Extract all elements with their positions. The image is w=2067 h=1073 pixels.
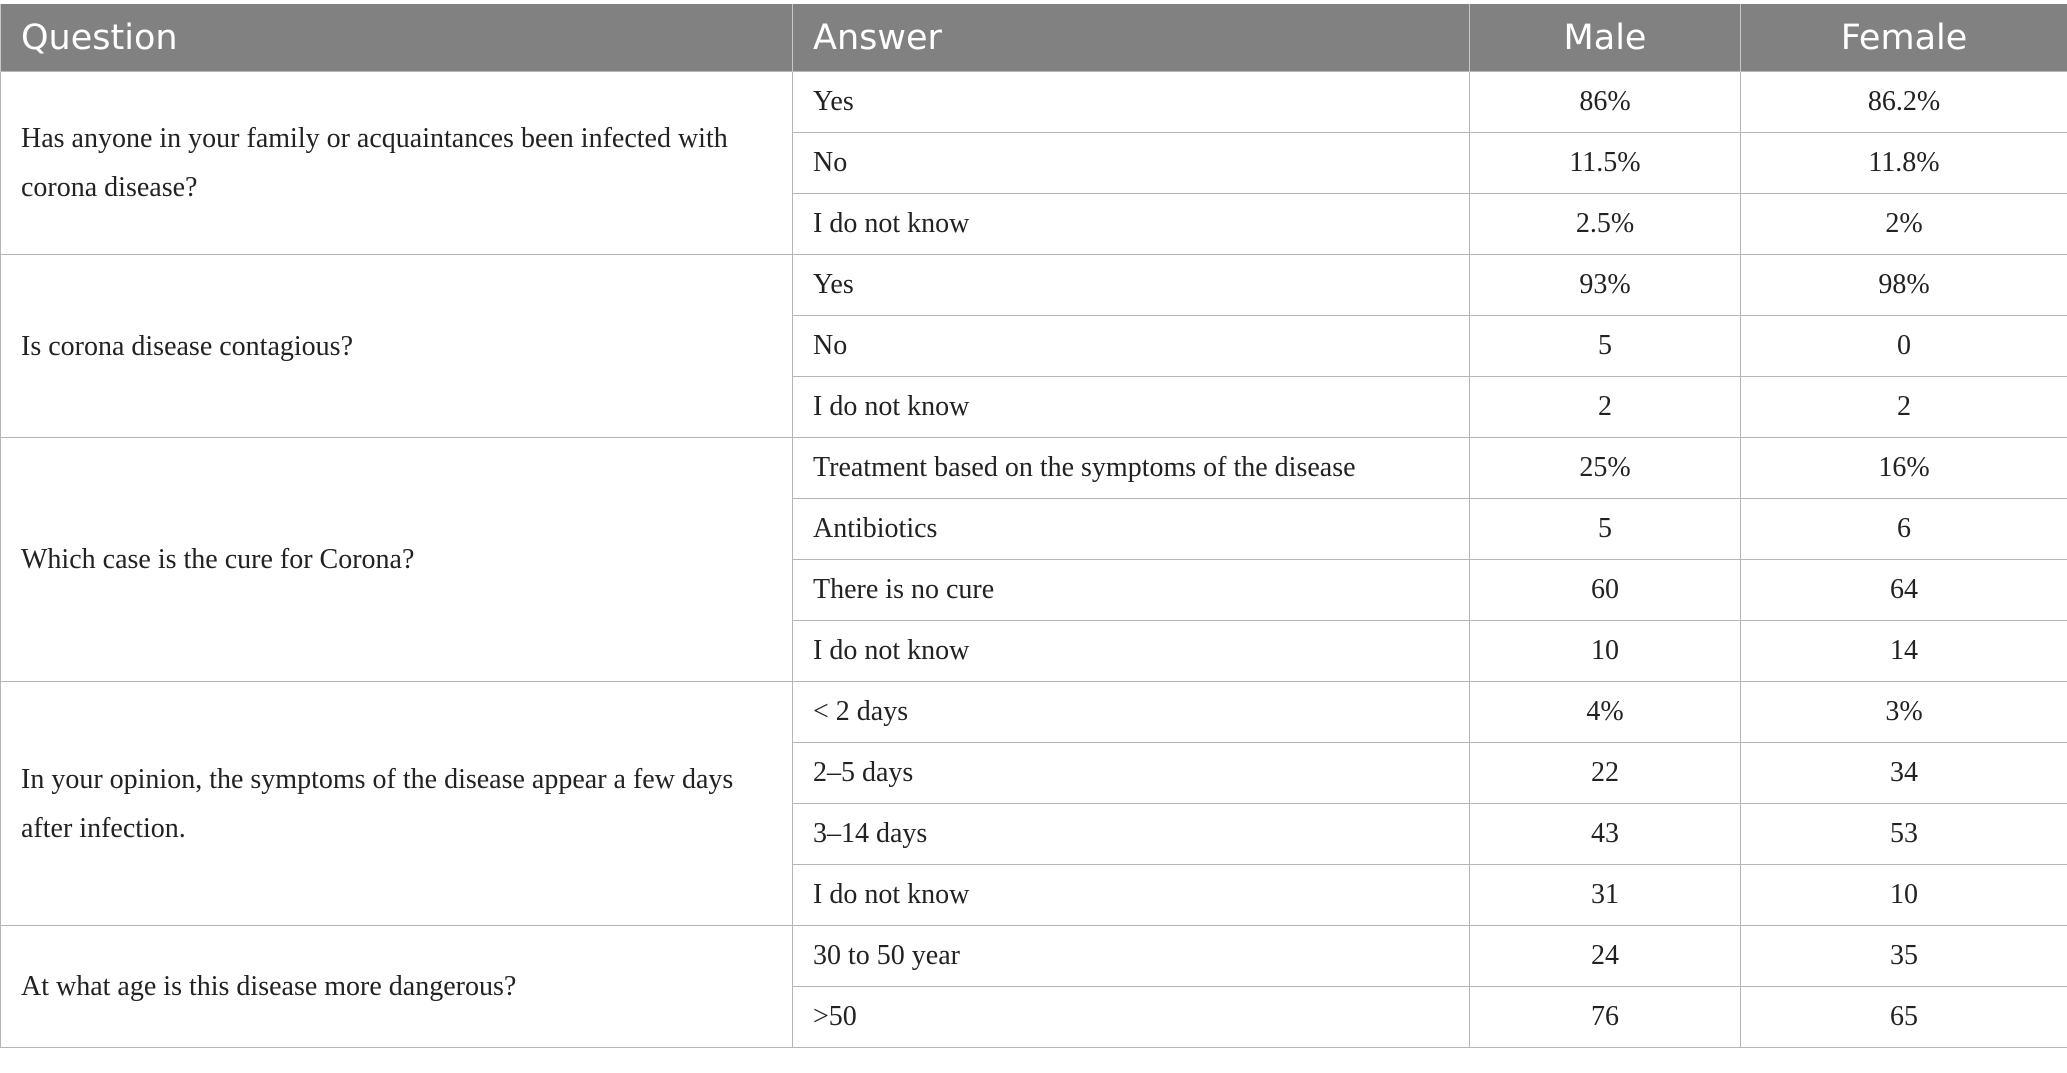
answer-cell: I do not know	[793, 621, 1470, 682]
male-cell: 4%	[1470, 682, 1741, 743]
female-cell: 16%	[1741, 438, 2067, 499]
male-cell: 60	[1470, 560, 1741, 621]
female-cell: 6	[1741, 499, 2067, 560]
male-cell: 24	[1470, 926, 1741, 987]
answer-cell: Antibiotics	[793, 499, 1470, 560]
answer-cell: I do not know	[793, 194, 1470, 255]
header-male: Male	[1470, 4, 1741, 72]
male-cell: 10	[1470, 621, 1741, 682]
table-row	[1, 72, 2067, 133]
male-cell: 86%	[1470, 72, 1741, 133]
male-cell: 2	[1470, 377, 1741, 438]
female-cell: 64	[1741, 560, 2067, 621]
male-cell: 22	[1470, 743, 1741, 804]
answer-cell: I do not know	[793, 865, 1470, 926]
answer-cell: 30 to 50 year	[793, 926, 1470, 987]
answer-cell: 2–5 days	[793, 743, 1470, 804]
answer-cell: 3–14 days	[793, 804, 1470, 865]
survey-table	[0, 4, 2067, 1048]
answer-cell: >50	[793, 987, 1470, 1048]
male-cell: 5	[1470, 499, 1741, 560]
female-cell: 53	[1741, 804, 2067, 865]
female-cell: 98%	[1741, 255, 2067, 316]
table-header	[1, 4, 2067, 72]
female-cell: 11.8%	[1741, 133, 2067, 194]
male-cell: 31	[1470, 865, 1741, 926]
table-body	[1, 72, 2067, 1048]
male-cell: 76	[1470, 987, 1741, 1048]
female-cell: 3%	[1741, 682, 2067, 743]
table-row	[1, 255, 2067, 316]
table-row	[1, 926, 2067, 987]
male-cell: 25%	[1470, 438, 1741, 499]
male-cell: 43	[1470, 804, 1741, 865]
answer-cell: No	[793, 133, 1470, 194]
header-question: Question	[1, 4, 793, 72]
answer-cell: No	[793, 316, 1470, 377]
header-row	[1, 4, 2067, 72]
female-cell: 34	[1741, 743, 2067, 804]
question-cell: Has anyone in your family or acquaintances been infected with corona disease?	[1, 72, 793, 255]
answer-cell: Treatment based on the symptoms of the disease	[793, 438, 1470, 499]
male-cell: 5	[1470, 316, 1741, 377]
female-cell: 10	[1741, 865, 2067, 926]
header-female: Female	[1741, 4, 2067, 72]
question-cell: At what age is this disease more dangerous?	[1, 926, 793, 1048]
female-cell: 65	[1741, 987, 2067, 1048]
answer-cell: Yes	[793, 72, 1470, 133]
answer-cell: < 2 days	[793, 682, 1470, 743]
header-answer: Answer	[793, 4, 1470, 72]
female-cell: 35	[1741, 926, 2067, 987]
female-cell: 2%	[1741, 194, 2067, 255]
female-cell: 2	[1741, 377, 2067, 438]
question-cell: Is corona disease contagious?	[1, 255, 793, 438]
table-row	[1, 682, 2067, 743]
answer-cell: I do not know	[793, 377, 1470, 438]
question-cell: In your opinion, the symptoms of the disease appear a few days after infection.	[1, 682, 793, 926]
male-cell: 2.5%	[1470, 194, 1741, 255]
female-cell: 0	[1741, 316, 2067, 377]
female-cell: 14	[1741, 621, 2067, 682]
answer-cell: Yes	[793, 255, 1470, 316]
male-cell: 93%	[1470, 255, 1741, 316]
table-row	[1, 438, 2067, 499]
male-cell: 11.5%	[1470, 133, 1741, 194]
question-cell: Which case is the cure for Corona?	[1, 438, 793, 682]
answer-cell: There is no cure	[793, 560, 1470, 621]
female-cell: 86.2%	[1741, 72, 2067, 133]
